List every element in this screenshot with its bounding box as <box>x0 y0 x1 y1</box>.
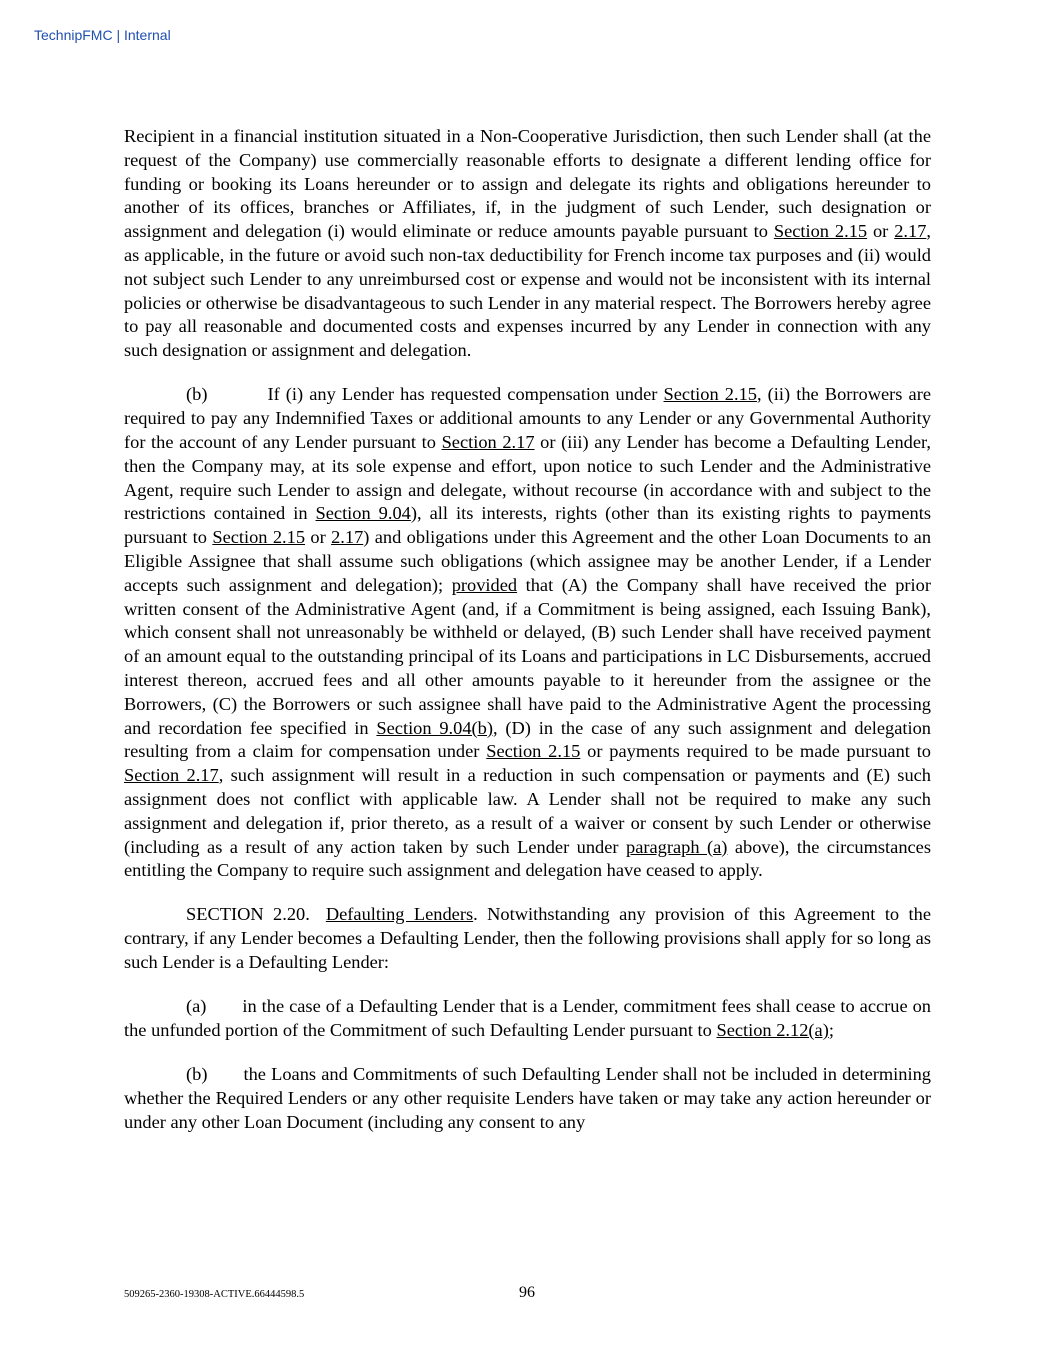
section-title: Defaulting Lenders <box>325 904 474 925</box>
provided-term: provided <box>451 574 518 595</box>
section-2-17-link: Section 2.17 <box>441 431 535 452</box>
section-number: SECTION 2.20. <box>186 904 310 925</box>
paragraph-marker: (b) <box>186 384 208 405</box>
paragraph-a-commitment-fees: (a) in the case of a Defaulting Lender that is a Lender, commitment fees shall cease to accrue on the unfunded portion of the Commitment of such Defaulting Lender pursuant to Section 2.12(a); <box>124 996 931 1041</box>
paragraph-a-link: paragraph (a) <box>626 836 728 857</box>
paragraph-marker: (a) <box>186 996 207 1017</box>
section-2-15-link: Section 2.15 <box>663 384 757 405</box>
paragraph-recipient-designation: Recipient in a financial institution situated in a Non-Cooperative Jurisdiction, then such Lender shall (at the request of the Company) use commercially reasonable efforts to designate a different lending office for funding or booking its Loans hereunder or to assign and delegate its rights and obligations hereunder to another of its offices, branches or Affiliates, if, in the judgment of such Lender, such designation or assignment and delegation (i) would eliminate or reduce amounts payable pursuant to Section 2.15 or 2.17, as applicable, in the future or avoid such non-tax deductibility for French income tax purposes and (ii) would not subject such Lender to any unreimbursed cost or expense and would not be inconsistent with its internal policies or otherwise be disadvantageous to such Lender in any material respect. The Borrowers hereby agree to pay all reasonable and documented costs and expenses incurred by any Lender in connection with any such designation or assignment and delegation. <box>124 126 931 361</box>
section-2-15-link: Section 2.15 <box>486 741 581 762</box>
document-body <box>124 125 931 1155</box>
section-9-04b-link: Section 9.04(b) <box>376 717 493 738</box>
section-2-15-link: Section 2.15 <box>212 527 306 548</box>
classification-header: TechnipFMC | Internal <box>34 27 171 43</box>
paragraph-marker: (b) <box>186 1064 208 1085</box>
section-2-15-link: Section 2.15 <box>773 221 868 242</box>
document-id: 509265-2360-19308-ACTIVE.66444598.5 <box>124 1289 305 1300</box>
section-2-20-heading-paragraph: SECTION 2.20. Defaulting Lenders. Notwithstanding any provision of this Agreement to the contrary, if any Lender becomes a Defaulting Lender, then the following provisions shall apply for so long as such Lender is a Defaulting Lender: <box>124 904 931 973</box>
section-2-12a-link: Section 2.12(a) <box>716 1020 829 1041</box>
section-2-17-link: Section 2.17 <box>124 765 219 786</box>
section-2-17-link: 2.17 <box>894 221 927 242</box>
section-2-17-link: 2.17 <box>331 527 364 548</box>
paragraph-b-replacement: (b) If (i) any Lender has requested compensation under Section 2.15, (ii) the Borrowers are required to pay any Indemnified Taxes or additional amounts to any Lender or any Governmental Authority for the account of any Lender pursuant to Section 2.17 or (iii) any Lender has become a Defaulting Lender, then the Company may, at its sole expense and effort, upon notice to such Lender and the Administrative Agent, require such Lender to assign and delegate, without recourse (in accordance with and subject to the restrictions contained in Section 9.04), all its interests, rights (other than its existing rights to payments pursuant to Section 2.15 or 2.17) and obligations under this Agreement and the other Loan Documents to an Eligible Assignee that shall assume such obligations (which assignee may be another Lender, if a Lender accepts such assignment and delegation); provided that (A) the Company shall have received the prior written consent of the Administrative Agent (and, if a Commitment is being assigned, each Issuing Bank), which consent shall not unreasonably be withheld or delayed, (B) such Lender shall have received payment of an amount equal to the outstanding principal of its Loans and participations in LC Disbursements, accrued interest thereon, accrued fees and all other amounts payable to it hereunder from the assignee or the Borrowers, (C) the Borrowers or such assignee shall have paid to the Administrative Agent the processing and recordation fee specified in Section 9.04(b), (D) in the case of any such assignment and delegation resulting from a claim for compensation under Section 2.15 or payments required to be made pursuant to Section 2.17, such assignment will result in a reduction in such compensation or payments and (E) such assignment does not conflict with applicable law. A Lender shall not be required to make any such assignment and delegation if, prior thereto, as a result of a waiver or consent by such Lender or otherwise (including as a result of any action taken by such Lender under paragraph (a) above), the circumstances entitling the Company to require such assignment and delegation have ceased to apply. <box>124 384 932 881</box>
page-number: 96 <box>519 1284 535 1301</box>
section-9-04-link: Section 9.04 <box>315 503 411 524</box>
paragraph-b-loans-commitments: (b) the Loans and Commitments of such Defaulting Lender shall not be included in determining whether the Required Lenders or any other requisite Lenders have taken or may take any action hereunder or under any other Loan Document (including any consent to any <box>124 1064 931 1132</box>
